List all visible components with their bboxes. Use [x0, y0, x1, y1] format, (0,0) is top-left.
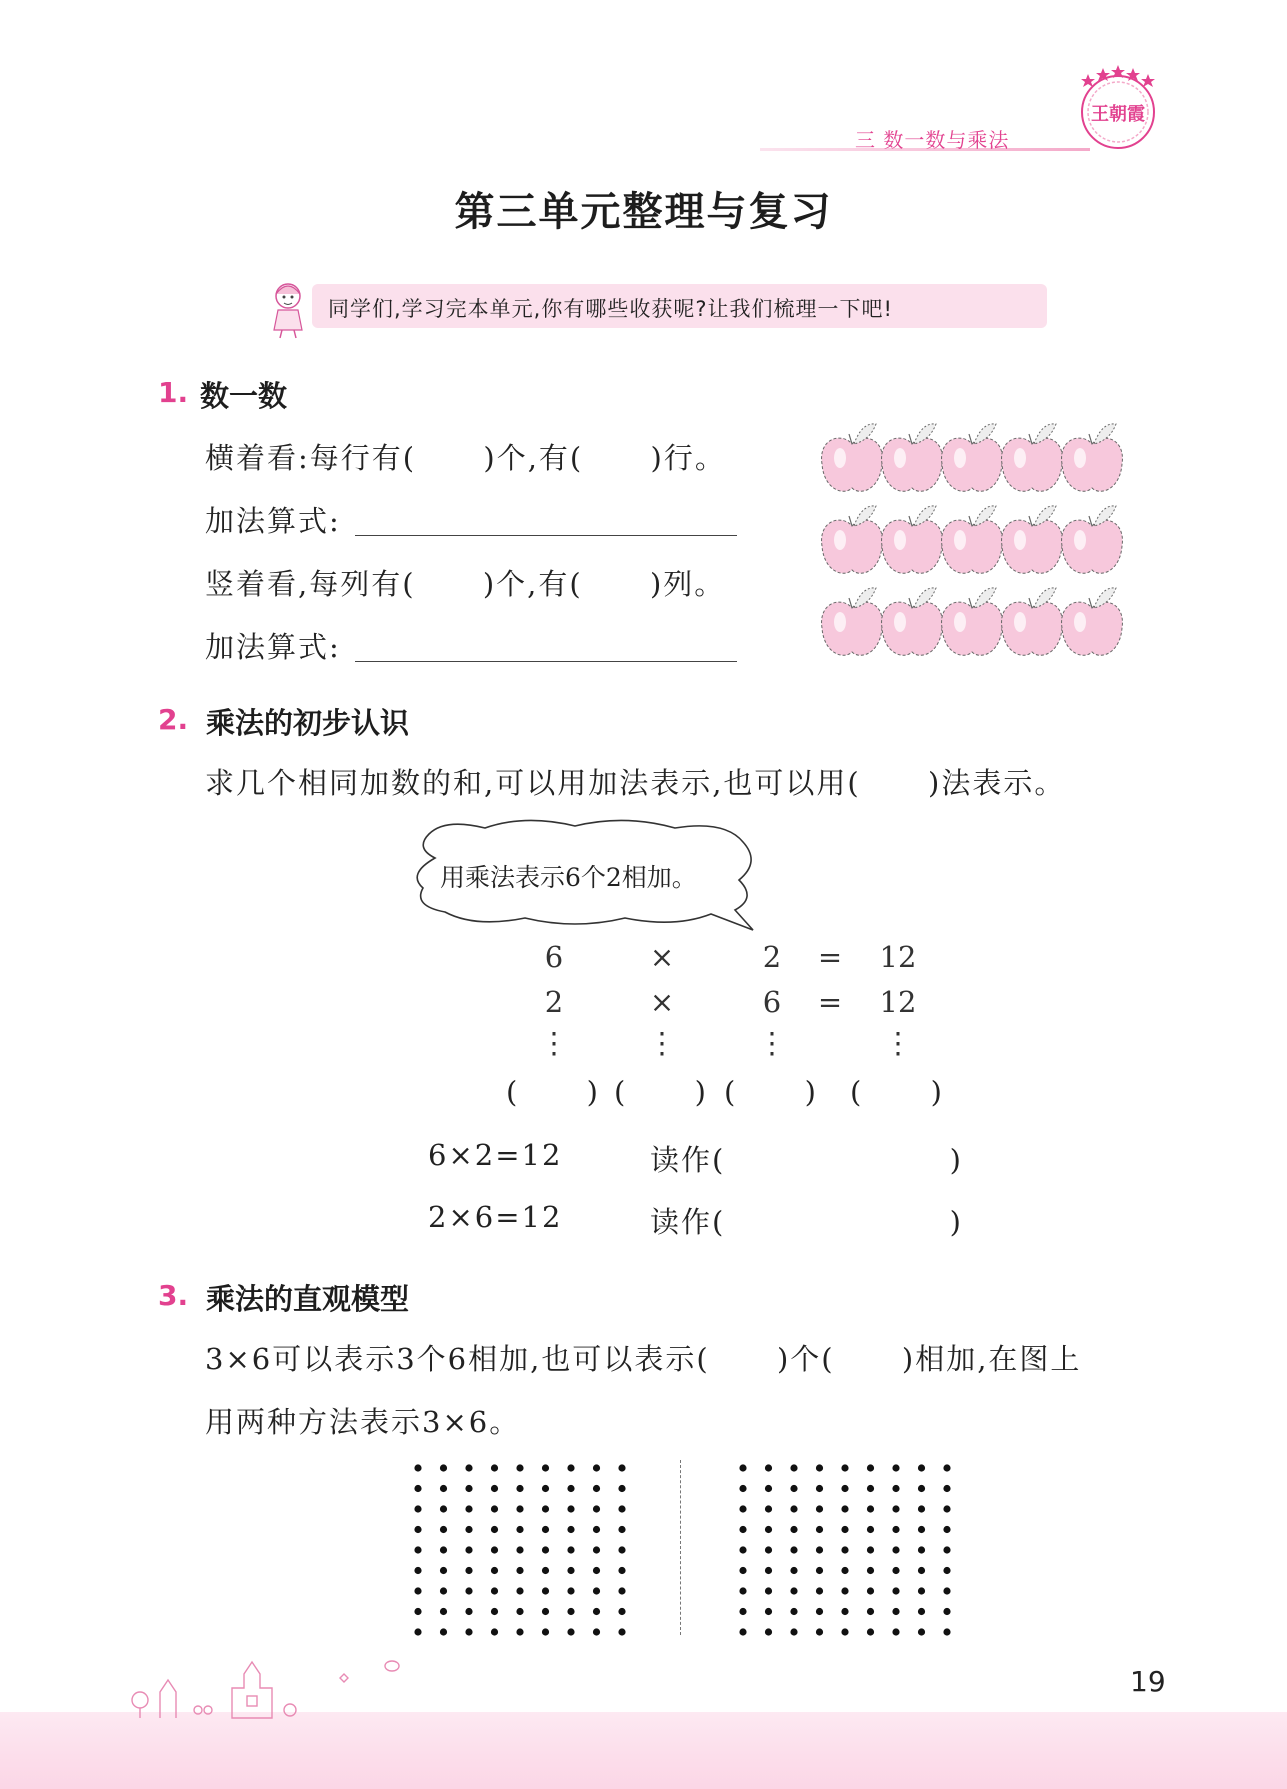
- grid-dot: [790, 1485, 797, 1492]
- apple-icon: [822, 424, 883, 491]
- student-character-icon: [262, 278, 314, 340]
- grid-dot: [765, 1608, 772, 1615]
- grid-r2-c5: 12: [879, 985, 917, 1019]
- grid-dot: [841, 1628, 848, 1635]
- grid-dot: [516, 1628, 523, 1635]
- grid-dot: [739, 1464, 746, 1471]
- grid-dot: [593, 1567, 600, 1574]
- grid-dot: [491, 1485, 498, 1492]
- grid-dot: [593, 1505, 600, 1512]
- grid-dot: [790, 1464, 797, 1471]
- grid-dot: [440, 1526, 447, 1533]
- grid-dot: [816, 1526, 823, 1533]
- dashed-divider: [680, 1460, 681, 1635]
- grid-dot: [841, 1464, 848, 1471]
- reading-blank-2[interactable]: 读作( ): [650, 1205, 963, 1239]
- grid-r1-c5: 12: [879, 940, 917, 974]
- grid-dot: [790, 1628, 797, 1635]
- apple-icon: [942, 506, 1003, 573]
- page-title: 第三单元整理与复习: [454, 189, 833, 235]
- grid-dot: [918, 1567, 925, 1574]
- grid-dot: [739, 1567, 746, 1574]
- grid-dot: [465, 1587, 472, 1594]
- grid-dot: [765, 1567, 772, 1574]
- apple-icon: [882, 588, 943, 655]
- answer-line-1[interactable]: [355, 535, 737, 536]
- grid-dot: [618, 1485, 625, 1492]
- grid-dot: [816, 1628, 823, 1635]
- grid-r1-c4: =: [817, 940, 843, 974]
- grid-dot: [491, 1526, 498, 1533]
- grid-dot: [491, 1505, 498, 1512]
- grid-dot: [440, 1505, 447, 1512]
- vdots-4: ⋮: [883, 1026, 913, 1060]
- grid-dot: [542, 1567, 549, 1574]
- grid-dot: [867, 1587, 874, 1594]
- section1-column-question: 竖着看,每列有( )个,有( )列。: [205, 567, 726, 601]
- grid-dot: [867, 1485, 874, 1492]
- grid-dot: [943, 1628, 950, 1635]
- grid-dot: [943, 1485, 950, 1492]
- reading-blank-1[interactable]: 读作( ): [650, 1143, 963, 1177]
- apple-icon: [1062, 588, 1123, 655]
- grid-dot: [943, 1608, 950, 1615]
- vdots-3: ⋮: [757, 1026, 787, 1060]
- grid-dot: [567, 1526, 574, 1533]
- grid-r1-c2: ×: [649, 940, 675, 974]
- grid-dot: [516, 1464, 523, 1471]
- apple-icon: [942, 424, 1003, 491]
- grid-dot: [918, 1505, 925, 1512]
- grid-dot: [765, 1587, 772, 1594]
- grid-dot: [491, 1546, 498, 1553]
- grid-dot: [892, 1608, 899, 1615]
- vdots-1: ⋮: [539, 1026, 569, 1060]
- blank-3[interactable]: ( ): [724, 1075, 818, 1109]
- grid-dot: [465, 1628, 472, 1635]
- grid-dot: [892, 1628, 899, 1635]
- grid-dot: [918, 1628, 925, 1635]
- section2-title: 乘法的初步认识: [206, 706, 410, 740]
- grid-dot: [516, 1526, 523, 1533]
- section2-statement: 求几个相同加数的和,可以用加法表示,也可以用( )法表示。: [205, 766, 1066, 800]
- grid-dot: [491, 1464, 498, 1471]
- apple-icon: [942, 588, 1003, 655]
- grid-dot: [816, 1567, 823, 1574]
- apple-icon: [1002, 588, 1063, 655]
- grid-dot: [892, 1587, 899, 1594]
- grid-dot: [918, 1464, 925, 1471]
- grid-dot: [790, 1505, 797, 1512]
- grid-r1-c3: 2: [762, 940, 782, 974]
- grid-dot: [841, 1546, 848, 1553]
- section1-number: 1.: [158, 376, 189, 409]
- grid-dot: [567, 1608, 574, 1615]
- grid-dot: [816, 1505, 823, 1512]
- grid-dot: [867, 1567, 874, 1574]
- grid-dot: [567, 1505, 574, 1512]
- grid-dot: [593, 1608, 600, 1615]
- grid-dot: [841, 1485, 848, 1492]
- grid-dot: [816, 1485, 823, 1492]
- grid-dot: [516, 1587, 523, 1594]
- grid-dot: [918, 1608, 925, 1615]
- grid-dot: [567, 1485, 574, 1492]
- grid-dot: [491, 1587, 498, 1594]
- grid-dot: [943, 1546, 950, 1553]
- apple-icon: [882, 424, 943, 491]
- grid-dot: [440, 1587, 447, 1594]
- grid-dot: [567, 1628, 574, 1635]
- apple-icon: [1062, 424, 1123, 491]
- grid-dot: [516, 1485, 523, 1492]
- grid-r2-c4: =: [817, 985, 843, 1019]
- grid-dot: [918, 1587, 925, 1594]
- grid-dot: [918, 1526, 925, 1533]
- grid-dot: [816, 1587, 823, 1594]
- grid-dot: [765, 1485, 772, 1492]
- grid-dot: [516, 1505, 523, 1512]
- grid-dot: [593, 1546, 600, 1553]
- reading-equation-1: 6×2=12: [428, 1138, 563, 1172]
- grid-dot: [739, 1526, 746, 1533]
- grid-dot: [867, 1628, 874, 1635]
- section3-title: 乘法的直观模型: [206, 1282, 410, 1316]
- footer-band: [0, 1712, 1287, 1789]
- grid-dot: [618, 1464, 625, 1471]
- speech-bubble-text: 用乘法表示6个2相加。: [440, 863, 697, 892]
- grid-dot: [943, 1505, 950, 1512]
- grid-dot: [414, 1587, 421, 1594]
- grid-dot: [841, 1608, 848, 1615]
- grid-dot: [593, 1526, 600, 1533]
- footer-castle-decoration: [120, 1648, 400, 1720]
- blank-4[interactable]: ( ): [850, 1075, 944, 1109]
- section2-number: 2.: [158, 703, 189, 736]
- grid-dot: [739, 1587, 746, 1594]
- grid-dot: [618, 1608, 625, 1615]
- grid-r2-c2: ×: [649, 985, 675, 1019]
- grid-dot: [542, 1464, 549, 1471]
- grid-dot: [816, 1546, 823, 1553]
- grid-dot: [765, 1546, 772, 1553]
- grid-dot: [892, 1464, 899, 1471]
- page-number: 19: [1130, 1665, 1166, 1698]
- grid-dot: [414, 1628, 421, 1635]
- grid-dot: [465, 1546, 472, 1553]
- grid-dot: [414, 1608, 421, 1615]
- grid-dot: [765, 1505, 772, 1512]
- blank-1[interactable]: ( ): [506, 1075, 600, 1109]
- grid-dot: [892, 1485, 899, 1492]
- grid-dot: [943, 1587, 950, 1594]
- grid-dot: [739, 1505, 746, 1512]
- grid-dot: [465, 1608, 472, 1615]
- grid-dot: [943, 1567, 950, 1574]
- grid-dot: [567, 1587, 574, 1594]
- apple-icon: [882, 506, 943, 573]
- grid-dot: [542, 1587, 549, 1594]
- grid-dot: [867, 1608, 874, 1615]
- grid-dot: [765, 1526, 772, 1533]
- grid-dot: [465, 1505, 472, 1512]
- grid-dot: [790, 1567, 797, 1574]
- grid-dot: [739, 1628, 746, 1635]
- grid-dot: [618, 1526, 625, 1533]
- grid-dot: [542, 1526, 549, 1533]
- grid-dot: [465, 1464, 472, 1471]
- grid-dot: [618, 1546, 625, 1553]
- grid-dot: [440, 1567, 447, 1574]
- grid-dot: [414, 1505, 421, 1512]
- grid-dot: [618, 1567, 625, 1574]
- grid-dot: [542, 1546, 549, 1553]
- grid-dot: [943, 1526, 950, 1533]
- grid-dot: [440, 1485, 447, 1492]
- grid-dot: [567, 1546, 574, 1553]
- grid-dot: [790, 1608, 797, 1615]
- publisher-logo: [1068, 60, 1168, 160]
- grid-dot: [465, 1485, 472, 1492]
- grid-dot: [491, 1608, 498, 1615]
- grid-dot: [790, 1546, 797, 1553]
- grid-dot: [567, 1567, 574, 1574]
- svg-text:王朝霞: 王朝霞: [1091, 104, 1145, 125]
- grid-dot: [765, 1464, 772, 1471]
- grid-dot: [867, 1546, 874, 1553]
- grid-dot: [618, 1505, 625, 1512]
- chapter-label: 三 数一数与乘法: [855, 128, 1010, 152]
- grid-dot: [542, 1485, 549, 1492]
- grid-dot: [867, 1526, 874, 1533]
- grid-dot: [892, 1526, 899, 1533]
- grid-dot: [542, 1608, 549, 1615]
- grid-dot: [892, 1546, 899, 1553]
- apple-icon: [1002, 424, 1063, 491]
- grid-dot: [491, 1628, 498, 1635]
- grid-dot: [567, 1464, 574, 1471]
- grid-dot: [542, 1505, 549, 1512]
- grid-dot: [841, 1587, 848, 1594]
- grid-dot: [414, 1567, 421, 1574]
- grid-dot: [765, 1628, 772, 1635]
- grid-dot: [816, 1464, 823, 1471]
- grid-dot: [516, 1608, 523, 1615]
- grid-dot: [739, 1546, 746, 1553]
- grid-r1-c1: 6: [544, 940, 564, 974]
- grid-dot: [440, 1628, 447, 1635]
- grid-dot: [593, 1485, 600, 1492]
- grid-dot: [618, 1587, 625, 1594]
- intro-text: 同学们,学习完本单元,你有哪些收获呢?让我们梳理一下吧!: [328, 297, 893, 321]
- section3-statement-line2: 用两种方法表示3×6。: [205, 1405, 521, 1439]
- grid-dot: [593, 1464, 600, 1471]
- grid-dot: [918, 1546, 925, 1553]
- grid-dot: [841, 1567, 848, 1574]
- grid-dot: [542, 1628, 549, 1635]
- section1-row-question: 横着看:每行有( )个,有( )行。: [205, 441, 726, 475]
- grid-dot: [867, 1505, 874, 1512]
- dot-array-right[interactable]: [735, 1460, 955, 1640]
- grid-dot: [790, 1526, 797, 1533]
- grid-dot: [465, 1526, 472, 1533]
- grid-dot: [516, 1546, 523, 1553]
- section1-addition-label-2: 加法算式:: [205, 630, 341, 664]
- grid-dot: [867, 1464, 874, 1471]
- apple-icon: [822, 506, 883, 573]
- grid-dot: [414, 1546, 421, 1553]
- grid-dot: [516, 1567, 523, 1574]
- grid-dot: [739, 1485, 746, 1492]
- grid-r2-c1: 2: [544, 985, 564, 1019]
- grid-dot: [593, 1628, 600, 1635]
- answer-line-2[interactable]: [355, 661, 737, 662]
- reading-equation-2: 2×6=12: [428, 1200, 563, 1234]
- grid-dot: [892, 1505, 899, 1512]
- grid-dot: [440, 1464, 447, 1471]
- grid-dot: [841, 1526, 848, 1533]
- grid-dot: [440, 1608, 447, 1615]
- grid-dot: [491, 1567, 498, 1574]
- grid-dot: [841, 1505, 848, 1512]
- grid-r2-c3: 6: [762, 985, 782, 1019]
- blank-2[interactable]: ( ): [614, 1075, 708, 1109]
- apple-icon: [822, 588, 883, 655]
- grid-dot: [414, 1526, 421, 1533]
- vdots-2: ⋮: [647, 1026, 677, 1060]
- grid-dot: [440, 1546, 447, 1553]
- dot-array-left[interactable]: [410, 1460, 630, 1640]
- apple-array-image: [820, 412, 1130, 662]
- grid-dot: [918, 1485, 925, 1492]
- grid-dot: [943, 1464, 950, 1471]
- section3-statement-line1: 3×6可以表示3个6相加,也可以表示( )个( )相加,在图上: [205, 1342, 1082, 1376]
- grid-dot: [414, 1485, 421, 1492]
- grid-dot: [465, 1567, 472, 1574]
- apple-icon: [1002, 506, 1063, 573]
- grid-dot: [414, 1464, 421, 1471]
- grid-dot: [892, 1567, 899, 1574]
- grid-dot: [618, 1628, 625, 1635]
- grid-dot: [593, 1587, 600, 1594]
- apple-icon: [1062, 506, 1123, 573]
- grid-dot: [816, 1608, 823, 1615]
- grid-dot: [790, 1587, 797, 1594]
- section3-number: 3.: [158, 1279, 189, 1312]
- section1-addition-label-1: 加法算式:: [205, 504, 341, 538]
- section1-title: 数一数: [200, 379, 288, 413]
- grid-dot: [739, 1608, 746, 1615]
